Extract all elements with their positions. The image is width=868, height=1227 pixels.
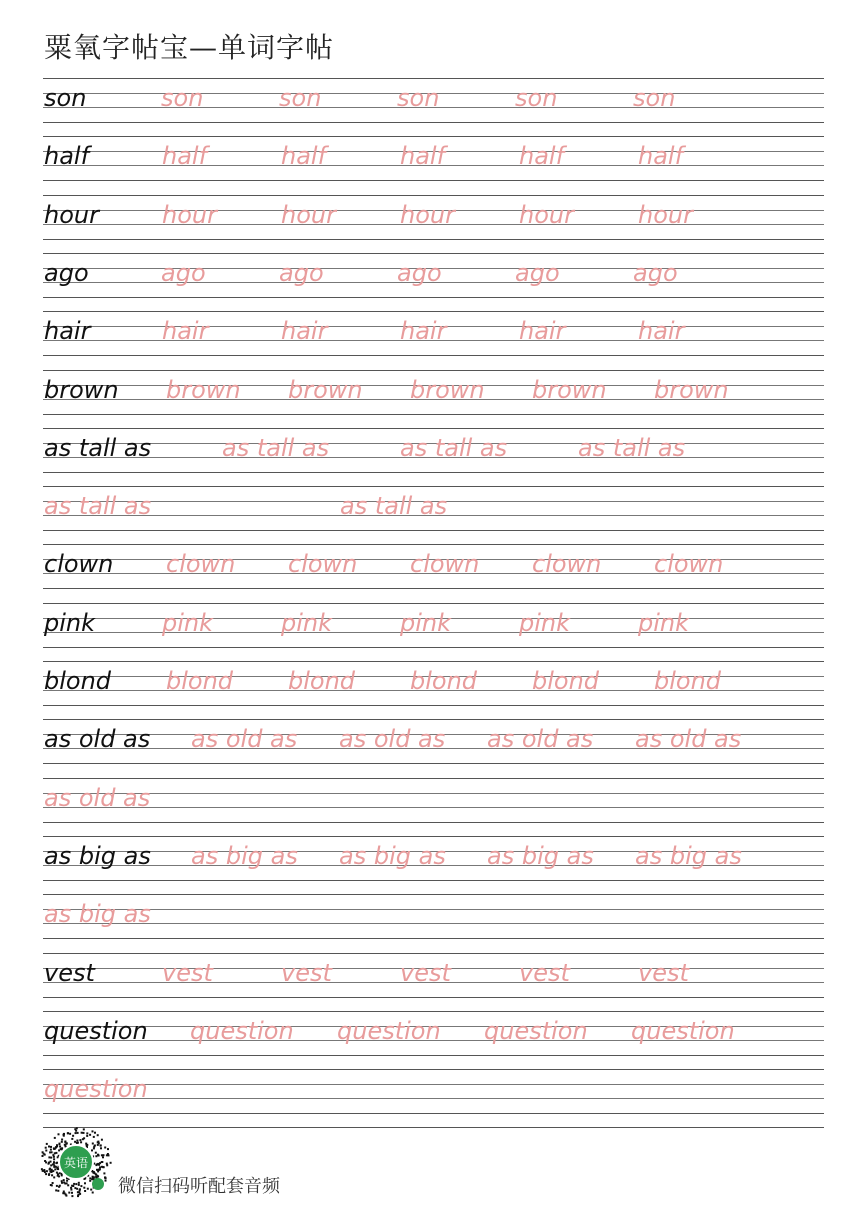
trace-word: ago <box>633 258 678 287</box>
qr-code-icon <box>40 1126 112 1198</box>
guide-line <box>43 1011 824 1012</box>
trace-word: pink <box>400 608 452 637</box>
trace-word: vest <box>400 958 451 987</box>
trace-word: as old as <box>191 725 298 754</box>
trace-word: vest <box>519 958 570 987</box>
practice-row <box>43 486 824 544</box>
guide-line <box>43 938 824 939</box>
trace-word: vest <box>281 958 332 987</box>
trace-word: ago <box>161 258 206 287</box>
guide-line <box>43 180 824 181</box>
practice-row <box>43 894 824 952</box>
guide-line <box>43 880 824 881</box>
trace-word: hour <box>400 200 455 229</box>
guide-line <box>43 195 824 196</box>
trace-word: son <box>397 84 440 112</box>
guide-line <box>43 544 824 545</box>
qr-badge-label: 英语 <box>63 1156 89 1170</box>
practice-row <box>43 1011 824 1069</box>
practice-row <box>43 719 824 777</box>
trace-word: as old as <box>44 783 151 812</box>
trace-word: as big as <box>635 841 742 870</box>
guide-line <box>43 778 824 779</box>
trace-word: as tall as <box>222 433 330 462</box>
trace-word: pink <box>162 608 214 637</box>
practice-row <box>43 370 824 428</box>
guide-line <box>43 428 824 429</box>
trace-word: brown <box>532 375 607 404</box>
page-title: 粟氧字帖宝—单词字帖 <box>44 31 335 64</box>
guide-line <box>43 603 824 604</box>
trace-word: ago <box>279 258 324 287</box>
trace-word: half <box>162 142 208 171</box>
guide-line <box>43 953 824 954</box>
trace-word: half <box>400 142 446 171</box>
trace-word: son <box>161 84 204 112</box>
trace-word: brown <box>654 375 729 404</box>
guide-line <box>43 1069 824 1070</box>
guide-line <box>43 763 824 764</box>
trace-word: blond <box>288 667 356 695</box>
trace-word: question <box>190 1016 294 1045</box>
trace-word: clown <box>166 550 236 579</box>
practice-row <box>43 136 824 194</box>
trace-word: clown <box>410 550 480 579</box>
trace-word: as big as <box>487 841 594 870</box>
guide-line <box>43 822 824 823</box>
guide-line <box>43 122 824 123</box>
trace-word: blond <box>166 667 234 695</box>
main-word: as old as <box>44 725 151 754</box>
guide-line <box>43 297 824 298</box>
trace-word: half <box>638 142 684 171</box>
trace-word: son <box>279 84 322 112</box>
trace-word: hair <box>519 317 566 346</box>
main-word: brown <box>44 375 119 404</box>
practice-row <box>43 78 824 136</box>
guide-line <box>43 239 824 240</box>
practice-row <box>43 953 824 1011</box>
trace-word: son <box>633 84 676 112</box>
practice-row <box>43 778 824 836</box>
trace-word: hour <box>638 200 693 229</box>
trace-word: clown <box>288 550 358 579</box>
trace-word: pink <box>519 608 571 637</box>
trace-word: ago <box>515 258 560 287</box>
trace-word: as tall as <box>340 492 448 521</box>
practice-row <box>43 311 824 369</box>
trace-word: blond <box>654 667 722 695</box>
main-word: as big as <box>44 841 151 870</box>
trace-word: son <box>515 84 558 112</box>
trace-word: as big as <box>191 841 298 870</box>
trace-word: hair <box>281 317 328 346</box>
trace-word: as tall as <box>578 433 686 462</box>
trace-word: as tall as <box>44 492 152 521</box>
practice-row <box>43 544 824 602</box>
guide-line <box>43 78 824 79</box>
guide-line <box>43 1113 824 1114</box>
guide-line <box>43 486 824 487</box>
main-word: vest <box>44 958 95 987</box>
trace-word: ago <box>397 258 442 287</box>
guide-line <box>43 530 824 531</box>
guide-line <box>43 414 824 415</box>
trace-word: clown <box>532 550 602 579</box>
guide-line <box>43 355 824 356</box>
main-word: son <box>44 84 87 112</box>
practice-row <box>43 836 824 894</box>
trace-word: pink <box>638 608 690 637</box>
trace-word: blond <box>532 667 600 695</box>
guide-line <box>43 719 824 720</box>
guide-line <box>43 661 824 662</box>
trace-word: question <box>44 1075 148 1104</box>
trace-word: clown <box>654 550 724 579</box>
guide-line <box>43 997 824 998</box>
main-word: blond <box>44 667 112 695</box>
trace-word: blond <box>410 667 478 695</box>
main-word: question <box>44 1016 148 1045</box>
main-word: ago <box>44 258 89 287</box>
trace-word: brown <box>288 375 363 404</box>
trace-word: question <box>631 1016 735 1045</box>
trace-word: brown <box>410 375 485 404</box>
guide-line <box>43 370 824 371</box>
guide-line <box>43 705 824 706</box>
guide-line <box>43 647 824 648</box>
trace-word: hair <box>400 317 447 346</box>
trace-word: hair <box>638 317 685 346</box>
main-word: hair <box>44 317 91 346</box>
trace-word: as old as <box>487 725 594 754</box>
main-word: pink <box>44 608 96 637</box>
main-word: hour <box>44 200 99 229</box>
guide-line <box>43 836 824 837</box>
trace-word: half <box>281 142 327 171</box>
trace-word: pink <box>281 608 333 637</box>
practice-row <box>43 661 824 719</box>
practice-row <box>43 253 824 311</box>
main-word: as tall as <box>44 433 152 462</box>
guide-line <box>43 136 824 137</box>
footer-caption: 微信扫码听配套音频 <box>118 1176 280 1197</box>
trace-word: as tall as <box>400 433 508 462</box>
trace-word: brown <box>166 375 241 404</box>
trace-word: vest <box>638 958 689 987</box>
main-word: half <box>44 142 90 171</box>
guide-line <box>43 1127 824 1128</box>
practice-row <box>43 603 824 661</box>
guide-line <box>43 1055 824 1056</box>
guide-line <box>43 472 824 473</box>
trace-word: as big as <box>339 841 446 870</box>
trace-word: hair <box>162 317 209 346</box>
trace-word: hour <box>162 200 217 229</box>
trace-word: question <box>337 1016 441 1045</box>
practice-row <box>43 195 824 253</box>
main-word: clown <box>44 550 114 579</box>
guide-line <box>43 894 824 895</box>
trace-word: question <box>484 1016 588 1045</box>
trace-word: as big as <box>44 900 151 929</box>
trace-word: as old as <box>339 725 446 754</box>
practice-row <box>43 428 824 486</box>
trace-word: as old as <box>635 725 742 754</box>
practice-row <box>43 1069 824 1127</box>
guide-line <box>43 588 824 589</box>
trace-word: vest <box>162 958 213 987</box>
trace-word: hour <box>281 200 336 229</box>
trace-word: half <box>519 142 565 171</box>
guide-line <box>43 311 824 312</box>
guide-line <box>43 253 824 254</box>
trace-word: hour <box>519 200 574 229</box>
